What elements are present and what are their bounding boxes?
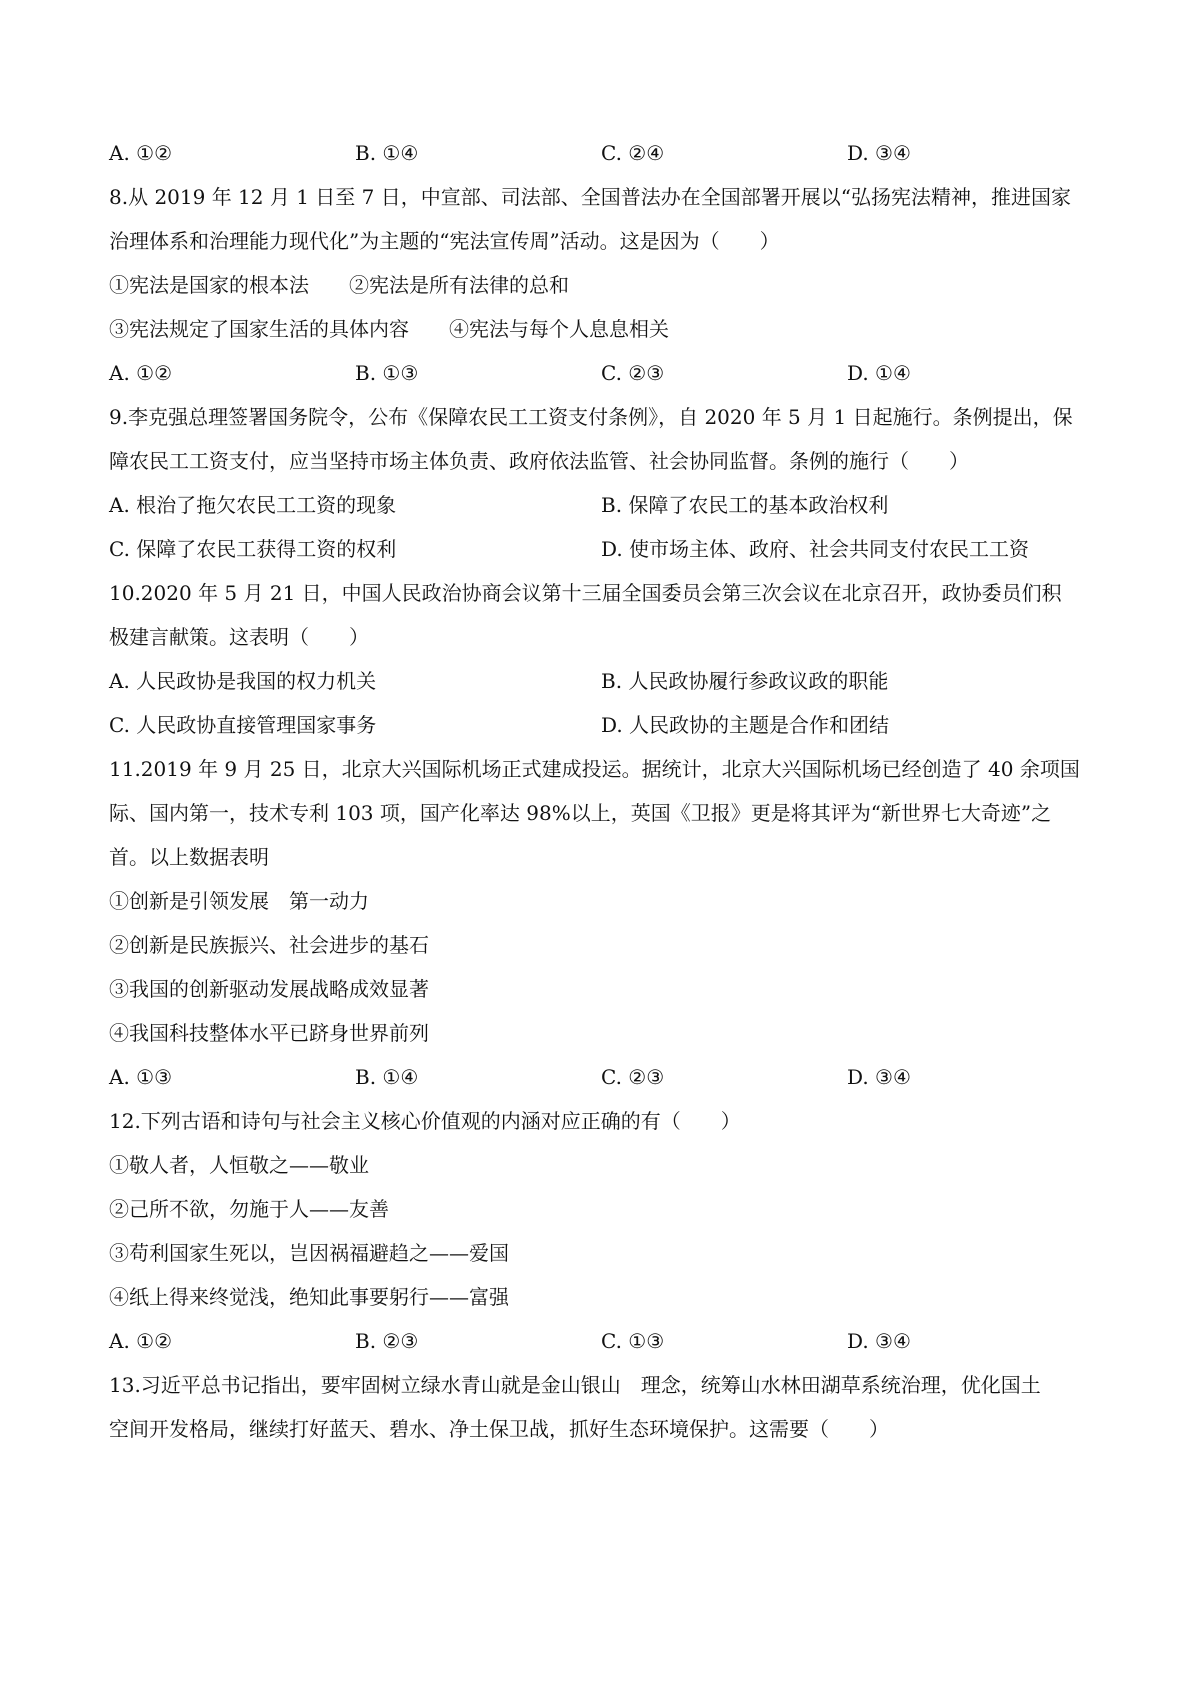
q11-option-b[interactable]: B. ①④ <box>355 1065 419 1089</box>
q12-option-c[interactable]: C. ①③ <box>601 1329 665 1353</box>
option-d[interactable]: D. ③④ <box>847 141 911 165</box>
q12-option-d[interactable]: D. ③④ <box>847 1329 911 1353</box>
question-8-items-2: ③宪法规定了国家生活的具体内容 ④宪法与每个人息息相关 <box>109 317 669 341</box>
option-a[interactable]: A. ①② <box>109 141 173 165</box>
question-8-stem-line1: 8.从 2019 年 12 月 1 日至 7 日，中宣部、司法部、全国普法办在全国部署开展以“弘扬宪法精神，推进国家 <box>109 185 1071 209</box>
q11-option-d[interactable]: D. ③④ <box>847 1065 911 1089</box>
question-10-options-row2 <box>109 712 1109 738</box>
q8-option-b[interactable]: B. ①③ <box>355 361 419 385</box>
question-11-item-2: ②创新是民族振兴、社会进步的基石 <box>109 933 429 957</box>
q12-option-b[interactable]: B. ②③ <box>355 1329 419 1353</box>
question-8-options <box>109 360 1109 386</box>
question-10-stem-line2: 极建言献策。这表明（ ） <box>109 625 369 649</box>
question-11-item-1: ①创新是引领发展 第一动力 <box>109 889 369 913</box>
option-c[interactable]: C. ②④ <box>601 141 665 165</box>
question-12-item-2: ②己所不欲，勿施于人——友善 <box>109 1197 389 1221</box>
question-8-items-1: ①宪法是国家的根本法 ②宪法是所有法律的总和 <box>109 273 569 297</box>
q10-option-c[interactable]: C. 人民政协直接管理国家事务 <box>109 713 377 737</box>
question-12-stem: 12.下列古语和诗句与社会主义核心价值观的内涵对应正确的有（ ） <box>109 1109 741 1133</box>
question-12-item-3: ③苟利国家生死以，岂因祸福避趋之——爱国 <box>109 1241 509 1265</box>
question-9-stem-line2: 障农民工工资支付，应当坚持市场主体负责、政府依法监管、社会协同监督。条例的施行（ ） <box>109 449 969 473</box>
q12-option-a[interactable]: A. ①② <box>109 1329 173 1353</box>
question-9-options-row2 <box>109 536 1109 562</box>
question-13-stem-line1: 13.习近平总书记指出，要牢固树立绿水青山就是金山银山 理念，统筹山水林田湖草系统治理，优化国土 <box>109 1373 1041 1397</box>
prev-question-options <box>109 140 1109 166</box>
q10-option-d[interactable]: D. 人民政协的主题是合作和团结 <box>601 713 890 737</box>
question-10-options-row1 <box>109 668 1109 694</box>
question-12-item-1: ①敬人者，人恒敬之——敬业 <box>109 1153 369 1177</box>
q9-option-b[interactable]: B. 保障了农民工的基本政治权利 <box>601 493 889 517</box>
question-12-options <box>109 1328 1109 1354</box>
question-10-stem-line1: 10.2020 年 5 月 21 日，中国人民政治协商会议第十三届全国委员会第三次会议在北京召开，政协委员们积 <box>109 581 1062 605</box>
q9-option-d[interactable]: D. 使市场主体、政府、社会共同支付农民工工资 <box>601 537 1030 561</box>
q11-option-c[interactable]: C. ②③ <box>601 1065 665 1089</box>
question-12-item-4: ④纸上得来终觉浅，绝知此事要躬行——富强 <box>109 1285 509 1309</box>
question-9-options-row1 <box>109 492 1109 518</box>
question-11-stem-line1: 11.2019 年 9 月 25 日，北京大兴国际机场正式建成投运。据统计，北京大兴国际机场已经创造了 40 余项国 <box>109 757 1080 781</box>
q10-option-b[interactable]: B. 人民政协履行参政议政的职能 <box>601 669 889 693</box>
q9-option-a[interactable]: A. 根治了拖欠农民工工资的现象 <box>109 493 397 517</box>
question-13-stem-line2: 空间开发格局，继续打好蓝天、碧水、净土保卫战，抓好生态环境保护。这需要（ ） <box>109 1417 889 1441</box>
question-11-item-3: ③我国的创新驱动发展战略成效显著 <box>109 977 429 1001</box>
question-11-stem-line3: 首。以上数据表明 <box>109 845 269 869</box>
question-11-stem-line2: 际、国内第一，技术专利 103 项，国产化率达 98%以上，英国《卫报》更是将其评为“新世界七大奇迹”之 <box>109 801 1052 825</box>
question-11-options <box>109 1064 1109 1090</box>
q9-option-c[interactable]: C. 保障了农民工获得工资的权利 <box>109 537 397 561</box>
q8-option-a[interactable]: A. ①② <box>109 361 173 385</box>
question-11-item-4: ④我国科技整体水平已跻身世界前列 <box>109 1021 429 1045</box>
q11-option-a[interactable]: A. ①③ <box>109 1065 173 1089</box>
q10-option-a[interactable]: A. 人民政协是我国的权力机关 <box>109 669 377 693</box>
question-9-stem-line1: 9.李克强总理签署国务院令，公布《保障农民工工资支付条例》，自 2020 年 5 月 1 日起施行。条例提出，保 <box>109 405 1073 429</box>
q8-option-d[interactable]: D. ①④ <box>847 361 911 385</box>
q8-option-c[interactable]: C. ②③ <box>601 361 665 385</box>
question-8-stem-line2: 治理体系和治理能力现代化”为主题的“宪法宣传周”活动。这是因为（ ） <box>109 229 780 253</box>
option-b[interactable]: B. ①④ <box>355 141 419 165</box>
